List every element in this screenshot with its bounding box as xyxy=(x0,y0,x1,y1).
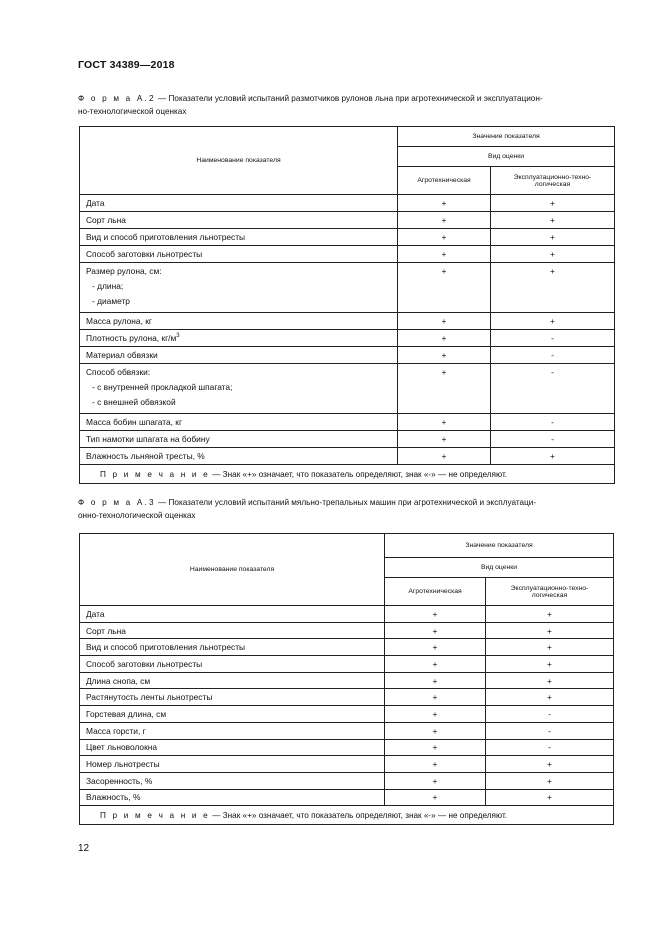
table-note-row xyxy=(80,806,614,825)
header-exploit-line2: логическая xyxy=(534,180,571,188)
header-exploit xyxy=(491,167,615,195)
form-a3-table xyxy=(79,533,614,825)
agro-value: + xyxy=(398,347,491,364)
table-row xyxy=(80,639,614,656)
row-name: Дата xyxy=(80,195,398,212)
row-name: Сорт льна xyxy=(80,212,398,229)
row-name: Растянутость ленты льнотресты xyxy=(80,689,385,706)
agro-value: + xyxy=(398,414,491,431)
standard-header: ГОСТ 34389—2018 xyxy=(78,59,175,71)
row-name: Цвет льноволокна xyxy=(80,739,385,756)
exploit-value: + xyxy=(491,246,615,263)
form-a2-label: Ф о р м а А.2 xyxy=(78,94,156,103)
exploit-value: - xyxy=(491,364,615,414)
row-name: Размер рулона, см: xyxy=(86,266,162,276)
exploit-value: + xyxy=(491,263,615,313)
exploit-value: + xyxy=(486,772,614,789)
header-value: Значение показателя xyxy=(398,127,615,147)
exploit-value: + xyxy=(486,689,614,706)
exploit-value: + xyxy=(491,212,615,229)
row-name-multiline xyxy=(80,263,398,313)
row-name: Масса горсти, г xyxy=(80,722,385,739)
table-row xyxy=(80,414,615,431)
exploit-value: + xyxy=(486,672,614,689)
table-row xyxy=(80,622,614,639)
exploit-value: + xyxy=(486,639,614,656)
form-a2-title-line1: — Показатели условий испытаний размотчиков рулонов льна при агротехнической и эксплуатацион- xyxy=(155,94,543,103)
row-name: Способ обвязки: xyxy=(86,367,151,377)
table-row xyxy=(80,229,615,246)
agro-value: + xyxy=(385,722,486,739)
form-a2-caption xyxy=(78,93,618,118)
agro-value: + xyxy=(385,672,486,689)
table-row xyxy=(80,347,615,364)
row-name: Вид и способ приготовления льнотресты xyxy=(80,229,398,246)
exploit-value: + xyxy=(491,313,615,330)
row-name: Влажность, % xyxy=(80,789,385,806)
agro-value: + xyxy=(385,622,486,639)
table-row xyxy=(80,448,615,465)
row-name: Влажность льняной тресты, % xyxy=(80,448,398,465)
exploit-value: + xyxy=(486,789,614,806)
table-row xyxy=(80,330,615,347)
row-name: Способ заготовки льнотресты xyxy=(80,656,385,673)
header-agro: Агротехническая xyxy=(385,578,486,606)
agro-value: + xyxy=(385,706,486,723)
note-text: — Знак «+» означает, что показатель определяют, знак «-» — не определяют. xyxy=(209,469,508,479)
exploit-value: - xyxy=(491,347,615,364)
row-name: Масса бобин шпагата, кг xyxy=(80,414,398,431)
table-row xyxy=(80,756,614,773)
row-name: Тип намотки шпагата на бобину xyxy=(80,431,398,448)
exploit-value: + xyxy=(486,606,614,623)
row-subitem: - диаметр xyxy=(92,296,130,306)
row-subitem: - с внутренней прокладкой шпагата; xyxy=(92,382,233,392)
unit-superscript: 3 xyxy=(176,333,180,340)
table-row xyxy=(80,739,614,756)
form-a2-title-line2: но-технологической оценках xyxy=(78,106,187,116)
agro-value: + xyxy=(385,739,486,756)
exploit-value: + xyxy=(486,756,614,773)
header-evaluation: Вид оценки xyxy=(385,558,614,578)
row-name: Горстевая длина, см xyxy=(80,706,385,723)
agro-value: + xyxy=(385,689,486,706)
form-a3-label: Ф о р м а А.3 xyxy=(78,498,156,507)
form-a3-title-line1: — Показатели условий испытаний мяльно-трепальных машин при агротехнической и эксплуатаци- xyxy=(155,498,537,507)
agro-value: + xyxy=(398,448,491,465)
row-name: Способ заготовки льнотресты xyxy=(80,246,398,263)
header-exploit xyxy=(486,578,614,606)
table-row xyxy=(80,195,615,212)
table-row xyxy=(80,722,614,739)
page-number: 12 xyxy=(78,843,90,854)
agro-value: + xyxy=(398,330,491,347)
agro-value: + xyxy=(398,313,491,330)
table-row xyxy=(80,313,615,330)
exploit-value: - xyxy=(491,330,615,347)
exploit-value: + xyxy=(491,448,615,465)
row-name-multiline xyxy=(80,364,398,414)
exploit-value: + xyxy=(486,622,614,639)
exploit-value: - xyxy=(491,414,615,431)
exploit-value: - xyxy=(486,722,614,739)
agro-value: + xyxy=(398,364,491,414)
table-row xyxy=(80,212,615,229)
row-name: Плотность рулона, кг/м xyxy=(86,333,177,343)
table-row xyxy=(80,789,614,806)
agro-value: + xyxy=(385,639,486,656)
table-row xyxy=(80,656,614,673)
exploit-value: - xyxy=(491,431,615,448)
form-a3-caption xyxy=(78,497,618,522)
header-evaluation: Вид оценки xyxy=(398,147,615,167)
table-note xyxy=(80,465,615,484)
agro-value: + xyxy=(398,431,491,448)
row-name: Материал обвязки xyxy=(80,347,398,364)
header-exploit-line2: логическая xyxy=(531,591,568,599)
row-name: Засоренность, % xyxy=(80,772,385,789)
agro-value: + xyxy=(385,789,486,806)
header-name-column: Наименование показателя xyxy=(80,534,385,606)
table-row xyxy=(80,689,614,706)
row-name: Длина снопа, см xyxy=(80,672,385,689)
table-row xyxy=(80,606,614,623)
agro-value: + xyxy=(385,772,486,789)
table-note xyxy=(80,806,614,825)
agro-value: + xyxy=(385,656,486,673)
agro-value: + xyxy=(385,756,486,773)
row-name: Номер льнотресты xyxy=(80,756,385,773)
row-name: Сорт льна xyxy=(80,622,385,639)
note-text: — Знак «+» означает, что показатель определяют, знак «-» — не определяют. xyxy=(209,810,508,820)
agro-value: + xyxy=(398,263,491,313)
header-exploit-line1: Эксплуатационно-техно- xyxy=(513,173,592,181)
table-row xyxy=(80,672,614,689)
exploit-value: + xyxy=(491,195,615,212)
row-subitem: - длина; xyxy=(92,281,124,291)
row-name: Вид и способ приготовления льнотресты xyxy=(80,639,385,656)
agro-value: + xyxy=(398,195,491,212)
form-a3-title-line2: онно-технологической оценках xyxy=(78,510,196,520)
table-row xyxy=(80,364,615,414)
header-exploit-line1: Эксплуатационно-техно- xyxy=(510,584,589,592)
row-subitem: - с внешней обвязкой xyxy=(92,397,176,407)
form-a2-table xyxy=(79,126,615,484)
note-label: П р и м е ч а н и е xyxy=(100,469,210,479)
note-label: П р и м е ч а н и е xyxy=(100,810,210,820)
table-row xyxy=(80,706,614,723)
row-name: Дата xyxy=(80,606,385,623)
exploit-value: - xyxy=(486,706,614,723)
row-name: Масса рулона, кг xyxy=(80,313,398,330)
header-agro: Агротехническая xyxy=(398,167,491,195)
table-row xyxy=(80,772,614,789)
table-row xyxy=(80,263,615,313)
table-note-row xyxy=(80,465,615,484)
agro-value: + xyxy=(385,606,486,623)
agro-value: + xyxy=(398,212,491,229)
table-row xyxy=(80,431,615,448)
exploit-value: + xyxy=(486,656,614,673)
exploit-value: + xyxy=(491,229,615,246)
exploit-value: - xyxy=(486,739,614,756)
row-name-cell xyxy=(80,330,398,347)
header-name-column: Наименование показателя xyxy=(80,127,398,195)
table-row xyxy=(80,246,615,263)
agro-value: + xyxy=(398,229,491,246)
agro-value: + xyxy=(398,246,491,263)
header-value: Значение показателя xyxy=(385,534,614,558)
